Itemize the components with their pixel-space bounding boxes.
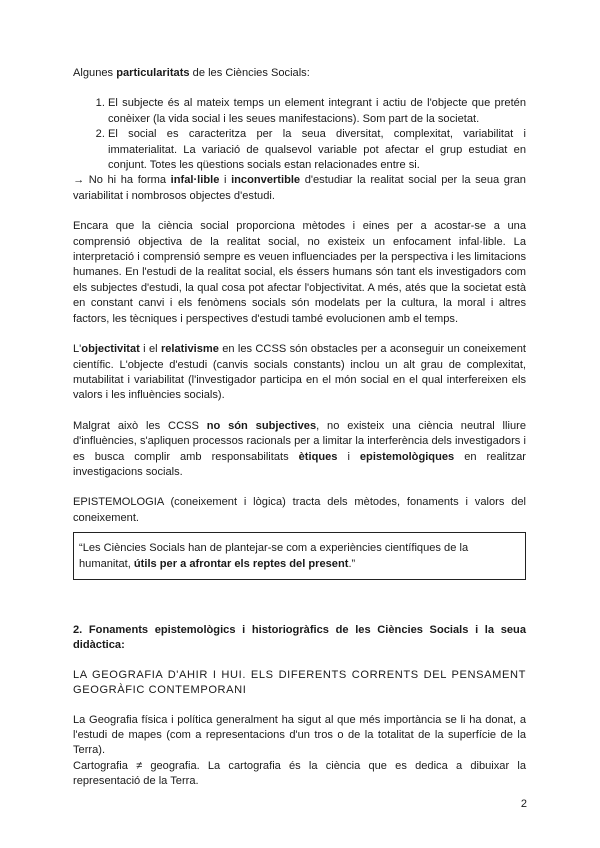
document-page: [73, 66, 526, 790]
paragraph-not-subjective: Malgrat això les CCSS no són subjectives, no existeix una ciència neutral lliure d'influències, s'apliquen processos racionals per a limitar la interferència dels investigadors i es busca complir amb responsabilitats ètiques i epistemològiques en realitzar investigacions socials.: [73, 419, 526, 478]
quote-box: “Les Ciències Socials han de plantejar-se com a experiències científiques de la humanitat, útils per a afrontar els reptes del present.”: [73, 532, 526, 580]
particularities-list: [73, 96, 526, 173]
section-title: 2. Fonaments epistemològics i historiogràfics de les Ciències Socials i la seua didàctica:: [73, 623, 526, 652]
paragraph-geography: La Geografia física i política generalment ha sigut al que més importància se li ha donat, a l'estudi de mapes (com a representacions d'un tros o de la totalitat de la superfície de la Terra).: [73, 713, 526, 757]
page-number: 2: [520, 798, 527, 810]
list-item: 1. El subjecte és al mateix temps un element integrant i actiu de l'objecte que pretén conèixer (la vida social i les seues manifestacions). Som part de la societat.: [108, 96, 526, 127]
paragraph-cartography: Cartografia ≠ geografia. La cartografia és la ciència que es dedica a dibuixar la representació de la Terra.: [73, 759, 526, 788]
paragraph-objectivity-limits: Encara que la ciència social proporciona mètodes i eines per a acostar-se a una comprensió objectiva de la realitat social, no existeix un enfocament infal·lible. La interpretació i comprensió sempre es veuen influenciades per la perspectiva i les limitacions humanes. En l'estudi de la realitat social, els éssers humans són tant els investigadors com els subjectes d'estudi, la qual cosa pot afectar l'objectivitat. A més, atés que la societat està en constant canvi i els fenòmens socials són modelats per la cultura, la moral i altres factors, les tècniques i perspectives d'estudi també evolucionen amb el temps.: [73, 220, 526, 325]
paragraph-objectivity-relativism: L'objectivitat i el relativisme en les CCSS són obstacles per a aconseguir un coneixement científic. L'objecte d'estudi (canvis socials constants) inclou un alt grau de complexitat, mutabilitat i variabilitat (l'investigador participa en el món social en el qual interfereixen els valors i les influències socials).: [73, 343, 526, 402]
arrow-paragraph: → No hi ha forma infal·lible i inconvertible d'estudiar la realitat social per la seua gran variabilitat i nombrosos objectes d'estudi.: [73, 174, 526, 202]
paragraph-epistemology: EPISTEMOLOGIA (coneixement i lògica) tracta dels mètodes, fonaments i valors del coneixement.: [73, 496, 526, 524]
intro-paragraph: Algunes particularitats de les Ciències Socials:: [73, 67, 310, 79]
subheading: LA GEOGRAFIA D'AHIR I HUI. ELS DIFERENTS CORRENTS DEL PENSAMENT GEOGRÀFIC CONTEMPORANI: [73, 668, 526, 697]
list-item: 2. El social es caracteritza per la seua diversitat, complexitat, variabilitat i immaterialitat. La variació de qualsevol variable pot afectar el grup estudiat en conjunt. Totes les qüestions socials estan relacionades entre si.: [108, 127, 526, 173]
